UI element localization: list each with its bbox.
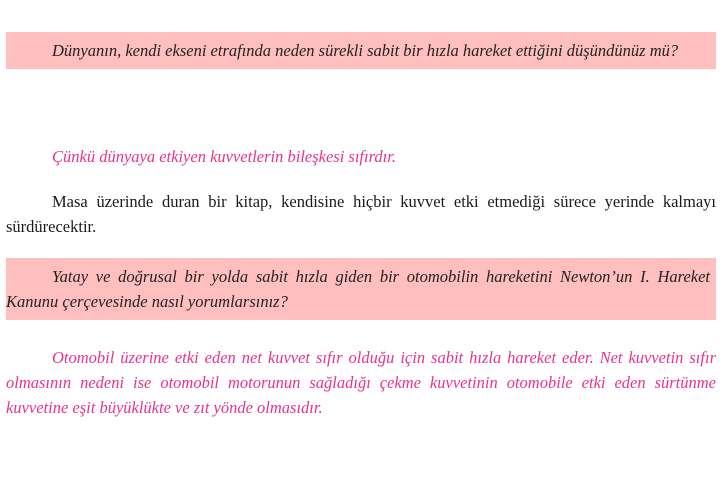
answer-1-text: Çünkü dünyaya etkiyen kuvvetlerin bileşkesi sıfırdır. [52,147,396,166]
question-box-1 [6,32,716,69]
statement-1-text: Masa üzerinde duran bir kitap, kendisine hiçbir kuvvet etki etmediği sürece yerinde kalmayı sürdürecektir. [6,192,716,236]
answer-2-text: Otomobil üzerine etki eden net kuvvet sıfır olduğu için sabit hızla hareket eder. Net kuvvetin sıfır olmasının nedeni ise otomobil motorunun sağladığı çekme kuvvetinin otomobile etki eden sürtünme kuvvetine eşit büyüklükte ve zıt yönde olmasıdır. [6,348,716,417]
question-1-text: Dünyanın, kendi ekseni etrafında neden sürekli sabit bir hızla hareket ettiğini düşündünüz mü? [52,41,679,60]
question-2-text: Yatay ve doğrusal bir yolda sabit hızla giden bir otomobilin hareketini Newton’un I. Hareket Kanunu çerçevesinde nasıl yorumlarsınız? [6,267,710,311]
answer-2 [6,345,716,420]
question-box-2 [6,258,716,320]
answer-1 [6,144,716,169]
statement-1 [6,189,716,239]
